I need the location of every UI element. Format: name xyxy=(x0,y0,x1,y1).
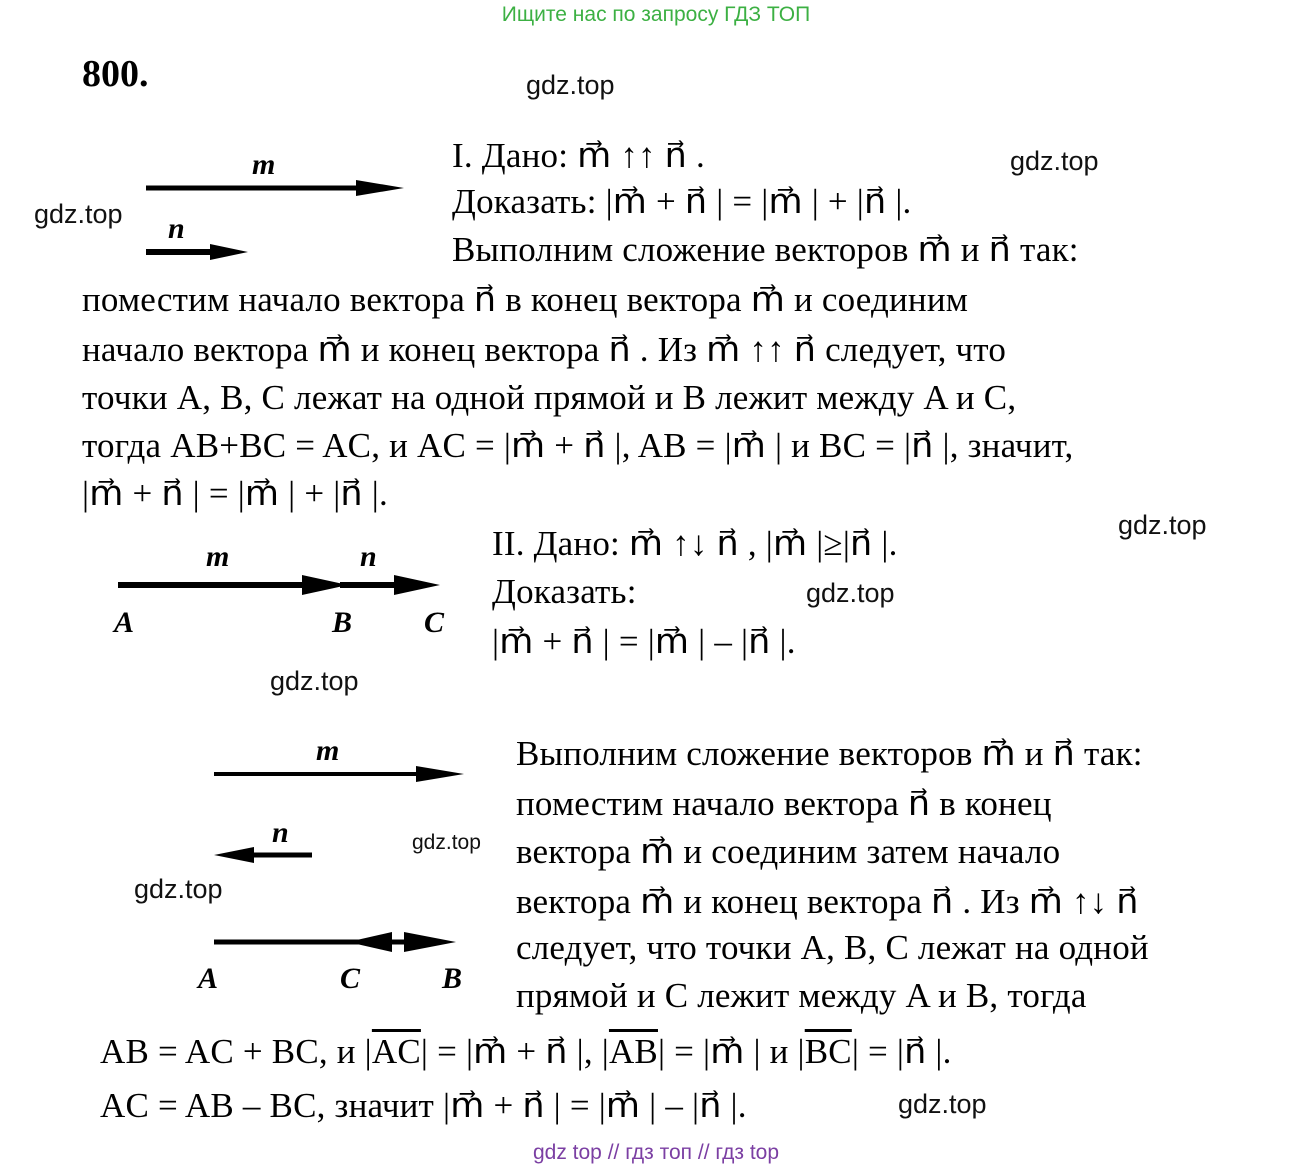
fig1-label-n: n⃗ xyxy=(168,212,209,245)
part2-fig1-vector-m xyxy=(118,575,348,595)
search-banner: Ищите нас по запросу ГДЗ ТОП xyxy=(501,3,811,26)
point-label-a: A xyxy=(114,606,135,639)
part1-vector-n xyxy=(146,244,248,260)
fig3-label-m: m⃗ xyxy=(316,734,363,767)
point-label-a: A xyxy=(198,962,219,995)
part2-line: прямой и C лежит между A и B, тогда xyxy=(516,976,1087,1015)
part1-line: |m⃗ + n⃗ | = |m⃗ | + |n⃗ |. xyxy=(82,474,388,513)
part2-fig3-vector-n xyxy=(348,932,392,952)
part1-given: I. Дано: m⃗ ↑↑ n⃗ . xyxy=(452,136,705,175)
watermark: gdz.top xyxy=(270,666,359,696)
watermark: gdz.top xyxy=(134,874,223,904)
watermark: gdz.top xyxy=(526,70,615,100)
part1-prove: Доказать: |m⃗ + n⃗ | = |m⃗ | + |n⃗ |. xyxy=(452,182,912,221)
part2-fig2-vector-m xyxy=(214,766,464,782)
part2-fig3-vector-m xyxy=(214,932,456,952)
fig2-label-n: n⃗ xyxy=(360,540,401,573)
part2-given: II. Дано: m⃗ ↑↓ n⃗ , |m⃗ |≥|n⃗ |. xyxy=(492,524,898,563)
point-label-b: B xyxy=(332,606,353,639)
point-label-b: B xyxy=(442,962,463,995)
watermark: gdz.top xyxy=(1118,510,1207,540)
part2-line: вектора m⃗ и соединим затем начало xyxy=(516,832,1061,871)
part1-line: Выполним сложение векторов m⃗ и n⃗ так: xyxy=(452,230,1079,269)
part2-line: следует, что точки A, B, C лежат на одной xyxy=(516,928,1149,967)
fig1-label-m: m⃗ xyxy=(252,148,299,181)
part1-vector-m xyxy=(146,180,404,196)
fig3-label-n: n⃗ xyxy=(272,816,313,849)
part2-equation-2: AC = AB – BC, значит |m⃗ + n⃗ | = |m⃗ | – |n⃗ |. xyxy=(100,1086,747,1125)
watermark: gdz.top xyxy=(412,831,481,854)
part1-line: тогда AB+BC = AC, и AC = |m⃗ + n⃗ |, AB = |m⃗ | и BC = |n⃗ |, значит, xyxy=(82,426,1074,465)
footer-credits: gdz top // гдз топ // гдз top xyxy=(532,1141,780,1164)
problem-number: 800. xyxy=(82,53,149,95)
watermark: gdz.top xyxy=(806,578,895,608)
watermark: gdz.top xyxy=(898,1089,987,1119)
part1-line: точки A, B, C лежат на одной прямой и B лежит между A и C, xyxy=(82,378,1017,417)
part2-prove-formula: |m⃗ + n⃗ | = |m⃗ | – |n⃗ |. xyxy=(492,622,796,661)
part1-line: поместим начало вектора n⃗ в конец вектора m⃗ и соединим xyxy=(82,280,969,319)
fig2-label-m: m⃗ xyxy=(206,540,253,573)
point-label-c: C xyxy=(340,962,361,995)
part1-line: начало вектора m⃗ и конец вектора n⃗ . Из m⃗ ↑↑ n⃗ следует, что xyxy=(82,330,1007,369)
part2-line: вектора m⃗ и конец вектора n⃗ . Из m⃗ ↑↓ n⃗ xyxy=(516,882,1139,921)
part2-prove-label: Доказать: xyxy=(492,572,637,611)
watermark: gdz.top xyxy=(1010,146,1099,176)
part2-fig1-vector-n xyxy=(340,575,440,595)
part2-equation-1: AB = AC + BC, и $|\overline{AC}|$ = |m⃗ + n⃗ |, $|\overline{AB}|$ = |m⃗ | и $|\overline{BC}|$ = |n⃗ |. xyxy=(100,1032,952,1071)
part2-line: поместим начало вектора n⃗ в конец xyxy=(516,784,1052,823)
point-label-c: C xyxy=(424,606,445,639)
watermark: gdz.top xyxy=(34,199,123,229)
part2-line: Выполним сложение векторов m⃗ и n⃗ так: xyxy=(516,734,1143,773)
